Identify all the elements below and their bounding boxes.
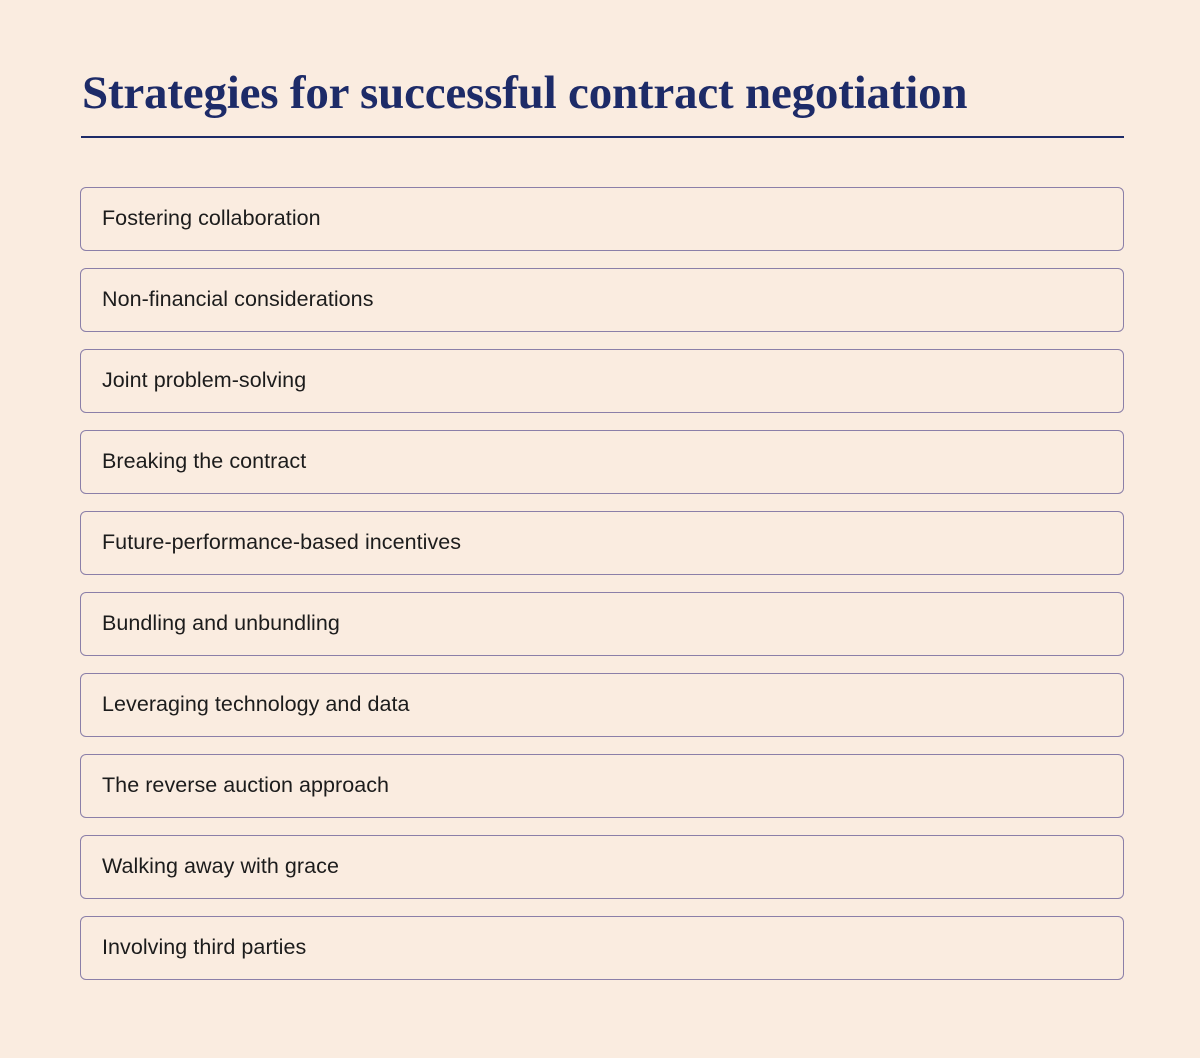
list-item-label: Non-financial considerations: [102, 287, 374, 312]
list-item-label: Walking away with grace: [102, 854, 339, 879]
list-item: [80, 673, 1124, 737]
list-item: [80, 430, 1124, 494]
list-item-label: The reverse auction approach: [102, 773, 390, 798]
list-item: [80, 511, 1124, 575]
list-item: [80, 592, 1124, 656]
strategy-list: [80, 187, 1122, 980]
list-item-label: Future-performance-based incentives: [102, 530, 462, 555]
list-item: [80, 187, 1124, 251]
list-item-label: Fostering collaboration: [102, 206, 321, 231]
list-item: [80, 754, 1124, 818]
list-item-label: Leveraging technology and data: [102, 692, 410, 717]
list-item: [80, 916, 1124, 980]
list-item: [80, 835, 1124, 899]
list-item-label: Bundling and unbundling: [102, 611, 340, 636]
page-title: Strategies for successful contract negotiation: [82, 67, 968, 119]
list-item: [80, 268, 1124, 332]
title-divider: [81, 136, 1124, 138]
list-item-label: Joint problem-solving: [102, 368, 307, 393]
list-item: [80, 349, 1124, 413]
list-item-label: Breaking the contract: [102, 449, 307, 474]
list-item-label: Involving third parties: [102, 935, 307, 960]
